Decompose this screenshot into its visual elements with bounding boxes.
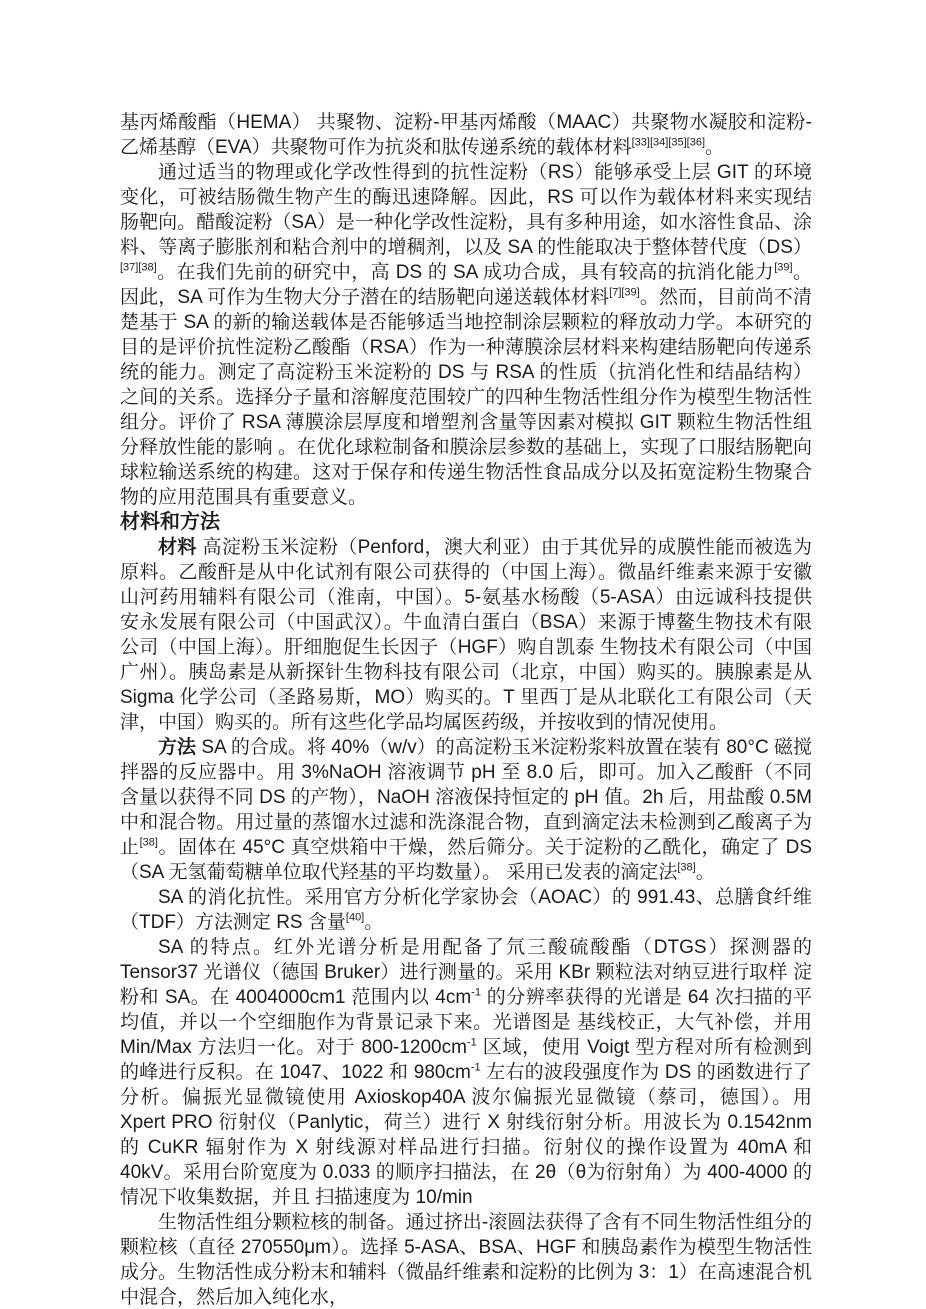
text-run: 通过适当的物理或化学改性得到的抗性淀粉（RS）能够承受上层 GIT 的环境变化，可被结肠微生物产生的酶迅速降解。因此，RS 可以作为载体材料来实现结肠靶向。醋酸淀粉（SA）是一种化学改性淀粉，具有多种用途，如水溶性食品、涂料、等离子膨胀剂和粘合剂中的增稠剂，以及 SA 的性能取决于整体替代度（DS） — [120, 162, 812, 258]
citation-superscript: [40] — [345, 911, 365, 924]
citation-superscript: [39] — [774, 261, 793, 274]
paragraph — [120, 735, 812, 885]
text-run: 。 — [695, 862, 715, 883]
text-run: 。固体在 45°C 真空烘箱中干燥，然后筛分。关于淀粉的乙酰化，确定了 DS（SA 无氢葡萄糖单位取代羟基的平均数量）。 采用已发表的滴定法 — [120, 837, 812, 883]
bold-run-in-label: 材料和方法 — [120, 511, 220, 533]
citation-superscript: [37][38] — [120, 261, 157, 274]
citation-superscript: [38] — [139, 836, 158, 849]
text-run: 。因此，SA 可作为生物大分子潜在的结肠靶向递送载体材料 — [120, 262, 812, 308]
citation-superscript: [7][39] — [609, 286, 640, 299]
text-run: 左右的波段强度作为 DS 的函数进行了分析。偏振光显微镜使用 Axioskop40A 波尔偏振光显微镜（蔡司，德国）。用 Xpert PRO 衍射仪（Panlytic，荷兰）进行 X 射线衍射分析。用波长为 0.1542nm 的 CuKR 辐射作为 X 射线源对样品进行扫描。衍射仪的操作设置为 40mA 和 40kV。采用台阶宽度为 0.033 的顺序扫描法，在 2θ（θ为衍射角）为 400-4000 的情况下收集数据，并且 扫描速度为 10/min — [120, 1062, 812, 1208]
paragraph — [120, 1210, 812, 1309]
text-run: SA 的特点。红外光谱分析是用配备了氘三酸硫酸酯（DTGS）探测器的 Tensor37 光谱仪（德国 Bruker）进行测量的。采用 KBr 颗粒法对纳豆进行取样 淀粉和 SA。在 4004000cm1 范围内以 4cm — [120, 937, 812, 1008]
paragraph — [120, 885, 812, 935]
text-run: SA 的合成。将 40%（w/v）的高淀粉玉米淀粉浆料放置在装有 80°C 磁搅拌器的反应器中。用 3%NaOH 溶液调节 pH 至 8.0 后，即可。加入乙酸酐（不同含量以获得不同 DS 的产物），NaOH 溶液保持恒定的 pH 值。2h 后，用盐酸 0.5M 中和混合物。用过量的蒸馏水过滤和洗涤混合物，直到滴定法未检测到乙酸离子为止 — [120, 737, 812, 858]
citation-superscript: -1 — [470, 1061, 481, 1074]
bold-run-in-label: 材料 — [158, 537, 197, 558]
text-run: 区域，使用 Voigt 型方程对所有检测到的峰进行反积。在 1047、1022 和 980cm — [120, 1037, 812, 1083]
text-run: 高淀粉玉米淀粉（Penford，澳大利亚）由于其优异的成膜性能而被选为原料。乙酸酐是从中化试剂有限公司获得的（中国上海）。微晶纤维素来源于安徽山河药用辅料有限公司（淮南，中国）。5-氨基水杨酸（5-ASA）由远诚科技提供 安永发展有限公司（中国武汉）。牛血清白蛋白（BSA）来源于博鳌生物技术有限公司（中国上海）。肝细胞促生长因子（HGF）购自凯泰 生物技术有限公司（中国广州）。胰岛素是从新探针生物科技有限公司（北京，中国）购买的。胰腺素是从 Sigma 化学公司（圣路易斯，MO）购买的。T 里西丁是从北联化工有限公司（天津，中国）购买的。所有这些化学品均属医药级，并按收到的情况使用。 — [120, 537, 812, 733]
text-run: 的分辨率获得的光谱是 64 次扫描的平均值，并以一个空细胞作为背景记录下来。光谱图是 基线校正，大气补偿，并用 Min/Max 方法归一化。对于 800-1200cm — [120, 987, 812, 1058]
text-run: 生物活性组分颗粒核的制备。通过挤出-滚圆法获得了含有不同生物活性组分的颗粒核（直径 270550μm）。选择 5-ASA、BSA、HGF 和胰岛素作为模型生物活性成分。生物活性成分粉末和辅料（微晶纤维素和淀粉的比例为 3：1）在高速混合机中混合，然后加入纯化水， — [120, 1212, 812, 1308]
text-run: 。然而，目前尚不清楚基于 SA 的新的输送载体是否能够适当地控制涂层颗粒的释放动力学。本研究的目的是评价抗性淀粉乙酸酯（RSA）作为一种薄膜涂层材料来构建结肠靶向传递系统的能力。测定了高淀粉玉米淀粉的 DS 与 RSA 的性质（抗消化性和结晶结构）之间的关系。选择分子量和溶解度范围较广的四种生物活性组分作为模型生物活性组分。评价了 RSA 薄膜涂层厚度和增塑剂含量等因素对模拟 GIT 颗粒生物活性组分释放性能的影响 。在优化球粒制备和膜涂层参数的基础上，实现了口服结肠靶向球粒输送系统的构建。这对于保存和传递生物活性食品成分以及拓宽淀粉生物聚合物的应用范围具有重要意义。 — [120, 287, 812, 508]
bold-run-in-label: 方法 — [158, 737, 197, 758]
text-run: 。 — [705, 137, 725, 158]
text-run: 。 — [364, 912, 384, 933]
citation-superscript: -1 — [471, 986, 481, 999]
text-run: 基丙烯酸酯（HEMA） 共聚物、淀粉-甲基丙烯酸（MAAC）共聚物水凝胶和淀粉-乙烯基醇（EVA）共聚物可作为抗炎和肽传递系统的载体材料 — [120, 112, 812, 158]
paragraph — [120, 935, 812, 1210]
document-body — [120, 110, 812, 1309]
citation-superscript: [33][34][35][36] — [631, 136, 706, 149]
citation-superscript: -1 — [466, 1036, 477, 1049]
text-run: SA 的消化抗性。采用官方分析化学家协会（AOAC）的 991.43、总膳食纤维（TDF）方法测定 RS 含量 — [120, 887, 812, 933]
text-run: 。在我们先前的研究中，高 DS 的 SA 成功合成，具有较高的抗消化能力 — [156, 262, 775, 283]
paragraph — [120, 110, 812, 160]
citation-superscript: [38] — [677, 861, 696, 874]
section-heading — [120, 510, 812, 535]
paragraph — [120, 160, 812, 510]
paragraph — [120, 535, 812, 735]
